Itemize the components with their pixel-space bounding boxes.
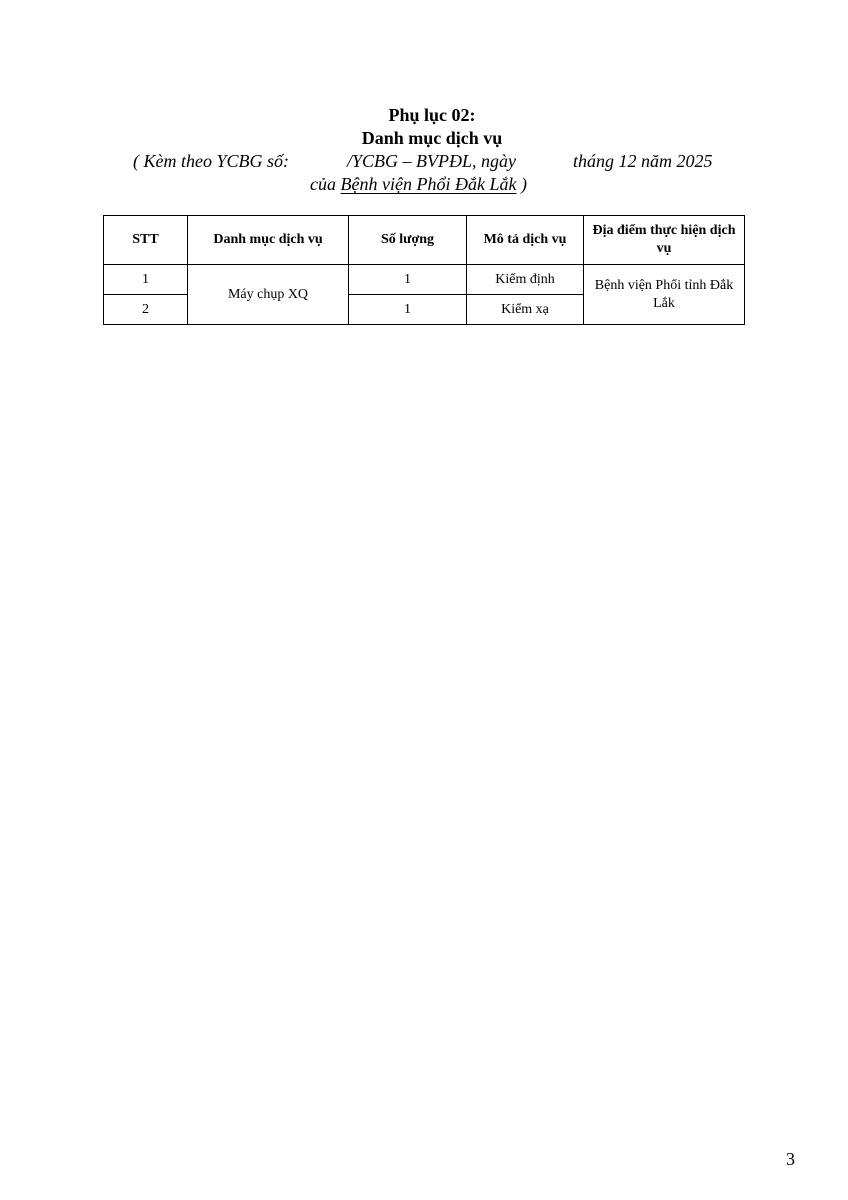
organization-name: Bệnh viện Phổi Đắk Lắk [340, 174, 517, 194]
row-quantity: 1 [349, 295, 467, 325]
organization-prefix: của [310, 174, 341, 194]
row-stt: 1 [104, 265, 188, 295]
appendix-title: Phụ lục 02: [388, 105, 476, 125]
location-cell: Bệnh viện Phổi tỉnh Đắk Lắk [584, 265, 745, 325]
table-row [104, 265, 745, 295]
row-description: Kiểm xạ [467, 295, 584, 325]
reference-prefix: ( Kèm theo YCBG số: [133, 151, 289, 171]
table-header-row [104, 216, 745, 265]
service-table [103, 215, 745, 325]
reference-number: /YCBG – BVPĐL, ngày [347, 151, 516, 171]
reference-organization-line [310, 173, 527, 195]
column-header-service: Danh mục dịch vụ [188, 216, 349, 265]
reference-date: tháng 12 năm 2025 [573, 151, 713, 171]
column-header-description: Mô tả dịch vụ [467, 216, 584, 265]
row-stt: 2 [104, 295, 188, 325]
document-title: Danh mục dịch vụ [361, 128, 503, 148]
column-header-stt: STT [104, 216, 188, 265]
organization-suffix: ) [516, 174, 527, 194]
row-quantity: 1 [349, 265, 467, 295]
row-description: Kiểm định [467, 265, 584, 295]
service-name-cell: Máy chụp XQ [188, 265, 349, 325]
page-number: 3 [786, 1149, 795, 1169]
column-header-location: Địa điểm thực hiện dịch vụ [584, 216, 745, 265]
column-header-quantity: Số lượng [349, 216, 467, 265]
